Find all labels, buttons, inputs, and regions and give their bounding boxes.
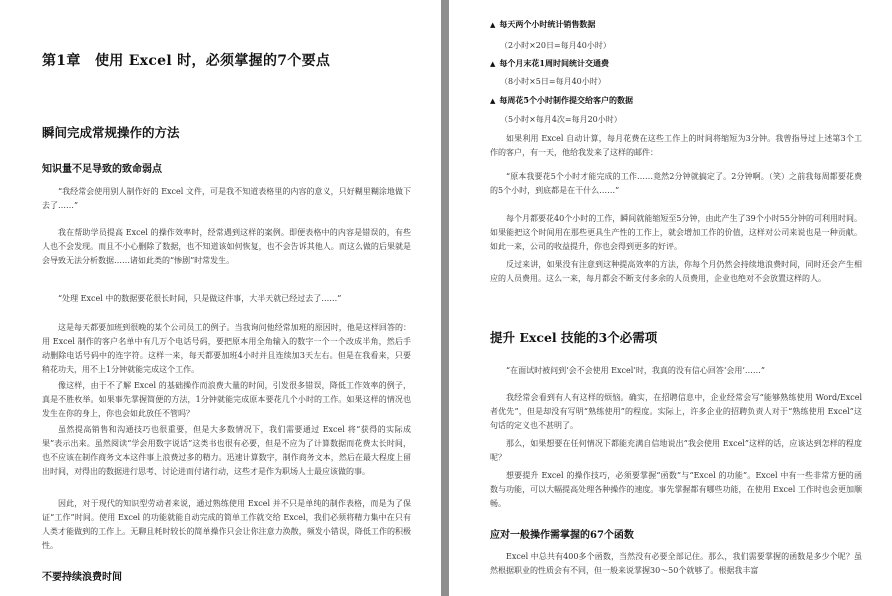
bullet-item: ▲ 每天两个小时统计销售数据	[490, 19, 596, 29]
subheading-knowledge-weakness: 知识量不足导致的致命弱点	[42, 164, 162, 175]
body-paragraph: 我经常会看到有人有这样的烦恼。确实，在招聘信息中，企业经常会写“能够熟练使用 Word/Excel 者优先”，但是却没有写明“熟练使用”的程度。实际上，许多企业的招聘负责人对于“熟练使用 Excel”这句话的定义也不甚明了。	[490, 393, 862, 430]
page-divider	[441, 0, 449, 596]
subheading-67-functions: 应对一般操作需掌握的67个函数	[490, 530, 634, 541]
bullet-item: ▲ 每周花5个小时制作提交给客户的数据	[490, 95, 633, 105]
quote-paragraph: “原本我要花5个小时才能完成的工作……竟然2分钟就搞定了。2分钟啊。（笑）之前我每周都要花费的5个小时，到底都是在干什么……”	[490, 172, 862, 195]
chapter-title: 第1章 使用 Excel 时，必须掌握的7个要点	[42, 53, 331, 69]
section-heading-excel-skills: 提升 Excel 技能的3个必需项	[490, 330, 658, 345]
calculation-note: （8小时×5日=每月40小时）	[500, 77, 606, 86]
calculation-note: （2小时×20日=每月40小时）	[500, 41, 611, 50]
body-paragraph: 反过来讲，如果没有注意到这种提高效率的方法，你每个月仍然会持续地浪费时间，同时还会产生相应的人员费用。这么一来，每月都会不断支付多余的人员费用，企业也绝对不会放置这样的人。	[490, 260, 862, 283]
body-paragraph: 这是每天都要加班到很晚的某个公司员工的例子。当我询问他经常加班的原因时，他是这样回答的：用 Excel 制作的客户名单中有几万个电话号码，要把原本用全角输入的数字一个一个改成半角，然后手动删除电话号码中的连字符。这样一来，每天都要加班4小时并且连续加3天左右。但是在我看来，只要稍花功夫，用不上1分钟就能完成这个工作。	[42, 323, 411, 374]
bullet-item: ▲ 每个月末花1周时间统计交通费	[490, 58, 609, 68]
quote-paragraph: “我经常会使用别人制作好的 Excel 文件，可是我不知道表格里的内容的意义，只好糊里糊涂地做下去了……”	[42, 187, 411, 210]
body-paragraph: 想要提升 Excel 的操作技巧，必须要掌握“函数”与“Excel 的功能”。Excel 中有一些非常方便的函数与功能，可以大幅提高处理各种操作的速度。事先掌握都有哪些功能，在使用 Excel 工作时也会更加顺畅。	[490, 471, 862, 508]
body-paragraph: 那么，如果想要在任何情况下都能充满自信地说出“我会使用 Excel”这样的话，应该达到怎样的程度呢？	[490, 439, 862, 462]
left-page	[0, 0, 441, 596]
section-heading-routine-operations: 瞬间完成常规操作的方法	[42, 125, 180, 140]
quote-paragraph: “处理 Excel 中的数据要花很长时间，只是做这件事，大半天就已经过去了……”	[58, 294, 342, 303]
body-paragraph: 我在帮助学员提高 Excel 的操作效率时，经常遇到这样的案例。即便表格中的内容是错误的，有些人也不会发现。而且不小心删除了数据，也不知道该如何恢复，也不会告诉其他人。而这么做的后果就是会导致无法分析数据……诸如此类的“惨剧”时常发生。	[42, 228, 411, 265]
body-paragraph: Excel 中总共有400多个函数，当然没有必要全部记住。那么，我们需要掌握的函数是多少个呢？虽然根据职业的性质会有不同，但一般来说掌握30～50个就够了。根据我丰富	[490, 552, 862, 575]
quote-paragraph: “在面试时被问到‘会不会使用 Excel’时，我真的没有信心回答‘会用’……”	[506, 366, 766, 375]
body-paragraph: 像这样，由于不了解 Excel 的基础操作而浪费大量的时间，引发很多错误，降低工作效率的例子，真是不胜枚举。如果事先掌握简便的方法，1分钟就能完成原本要花几个小时的工作。如果这样的情况也发生在你的身上，你也会如此放任不管吗？	[42, 381, 411, 418]
triangle-bullet-icon: ▲	[490, 20, 496, 29]
subheading-stop-wasting-time: 不要持续浪费时间	[42, 572, 122, 583]
triangle-bullet-icon: ▲	[490, 59, 496, 68]
body-paragraph: 虽然提高销售和沟通技巧也很重要，但是大多数情况下，我们需要通过 Excel 将“获得的实际成果”表示出来。虽然阅读“学会用数字说话”这类书也很有必要，但是不应为了计算数据而花费太长时间，也不应该在制作商务文本这件事上浪费过多的精力。迅速计算数字，制作商务文本，然后在最大程度上留出时间，对得出的数据进行思考、讨论进而付诸行动，这些才是作为职场人士最应该做的事。	[42, 425, 411, 476]
calculation-note: （5小时×每月4次=每月20小时）	[500, 115, 622, 124]
body-paragraph: 如果利用 Excel 自动计算，每月花费在这些工作上的时间将缩短为3分钟。我曾指导过上述第3个工作的客户，有一天，他给我发来了这样的邮件：	[490, 134, 862, 157]
body-paragraph: 每个月都要花40个小时的工作，瞬间就能缩短至5分钟，由此产生了39个小时55分钟的可利用时间。如果能把这个时间用在那些更具生产性的工作上，就会增加工作的价值，这样对公司来说也是一种贡献。如此一来，公司的收益提升，你也会得到更多的好评。	[490, 214, 862, 251]
right-page	[449, 0, 892, 596]
body-paragraph: 因此，对于现代的知识型劳动者来说，通过熟练使用 Excel 并不只是单纯的制作表格，而是为了保证“工作”时间。使用 Excel 的功能就能自动完成的简单工作就交给 Excel，我们必须将精力集中在只有人类才能做到的工作上。无聊且耗时较长的简单操作只会让你注意力涣散，频发小错误，降低工作的积极性。	[42, 499, 411, 550]
triangle-bullet-icon: ▲	[490, 96, 496, 105]
